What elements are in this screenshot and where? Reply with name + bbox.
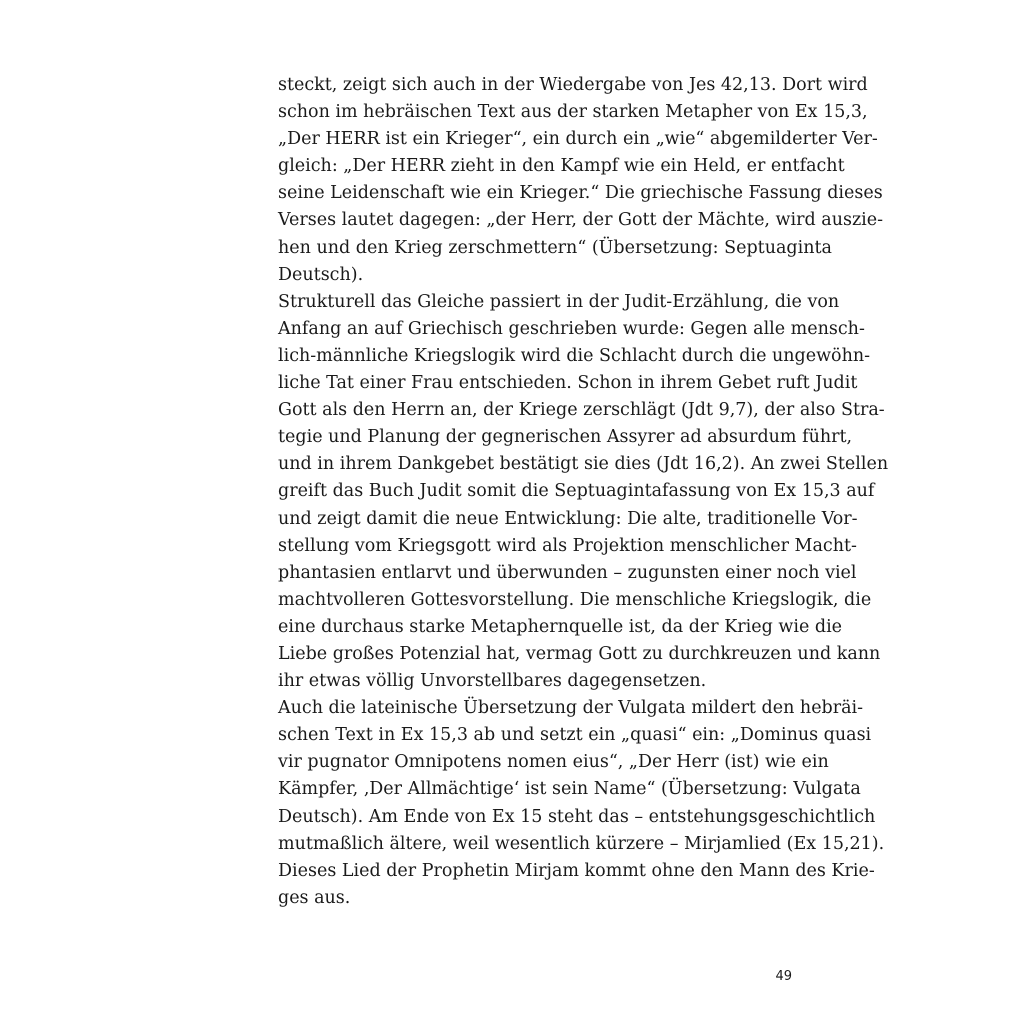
- text-line: ges aus.: [278, 887, 351, 908]
- text-line: vir pugnator Omnipotens nomen eius“, „Der Herr (ist) wie ein: [278, 752, 829, 773]
- text-line: tegie und Planung der gegnerischen Assyrer ad absurdum führt,: [278, 427, 853, 448]
- text-line: schon im hebräischen Text aus der starken Metapher von Ex 15,3,: [278, 102, 868, 123]
- text-line: mutmaßlich ältere, weil wesentlich kürzere – Mirjamlied (Ex 15,21).: [278, 833, 885, 854]
- text-line: und zeigt damit die neue Entwicklung: Die alte, traditionelle Vor-: [278, 508, 858, 529]
- text-line: machtvolleren Gottesvorstellung. Die menschliche Kriegslogik, die: [278, 589, 872, 610]
- paragraph: [278, 72, 884, 289]
- text-line: Deutsch). Am Ende von Ex 15 steht das – entstehungsgeschichtlich: [278, 806, 876, 827]
- text-line: Deutsch).: [278, 264, 364, 285]
- body-text: [278, 72, 889, 912]
- text-line: eine durchaus starke Metaphernquelle ist, da der Krieg wie die: [278, 616, 843, 637]
- text-line: hen und den Krieg zerschmettern“ (Übersetzung: Septuaginta: [278, 237, 832, 258]
- text-line: ihr etwas völlig Unvorstellbares dagegensetzen.: [278, 671, 707, 692]
- text-line: Gott als den Herrn an, der Kriege zerschlägt (Jdt 9,7), der also Stra-: [278, 400, 885, 421]
- text-line: Verses lautet dagegen: „der Herr, der Gott der Mächte, wird auszie-: [278, 210, 884, 231]
- text-line: Kämpfer, ‚Der Allmächtige‘ ist sein Name“ (Übersetzung: Vulgata: [278, 779, 861, 800]
- text-line: Auch die lateinische Übersetzung der Vulgata mildert den hebräi-: [278, 698, 864, 719]
- text-line: Anfang an auf Griechisch geschrieben wurde: Gegen alle mensch-: [278, 318, 865, 339]
- text-line: Strukturell das Gleiche passiert in der Judit-Erzählung, die von: [278, 291, 840, 312]
- text-line: gleich: „Der HERR zieht in den Kampf wie ein Held, er entfacht: [278, 156, 845, 177]
- text-line: Dieses Lied der Prophetin Mirjam kommt ohne den Mann des Krie-: [278, 860, 875, 881]
- text-line: schen Text in Ex 15,3 ab und setzt ein „quasi“ ein: „Dominus quasi: [278, 725, 872, 746]
- text-line: steckt, zeigt sich auch in der Wiedergabe von Jes 42,13. Dort wird: [278, 75, 868, 95]
- paragraph: [278, 289, 889, 695]
- text-line: und in ihrem Dankgebet bestätigt sie dies (Jdt 16,2). An zwei Stellen: [278, 454, 889, 475]
- text-line: lich-männliche Kriegslogik wird die Schlacht durch die ungewöhn-: [278, 345, 871, 366]
- text-line: phantasien entlarvt und überwunden – zugunsten einer noch viel: [278, 562, 857, 583]
- text-line: Liebe großes Potenzial hat, vermag Gott zu durchkreuzen und kann: [278, 643, 881, 664]
- text-line: „Der HERR ist ein Krieger“, ein durch ein „wie“ abgemilderter Ver-: [278, 129, 878, 150]
- paragraph: [278, 695, 885, 912]
- page-number: 49: [775, 969, 792, 984]
- text-line: greift das Buch Judit somit die Septuagintafassung von Ex 15,3 auf: [278, 481, 875, 502]
- text-line: liche Tat einer Frau entschieden. Schon in ihrem Gebet ruft Judit: [278, 373, 858, 394]
- text-line: stellung vom Kriegsgott wird als Projektion menschlicher Macht-: [278, 535, 857, 556]
- text-line: seine Leidenschaft wie ein Krieger.“ Die griechische Fassung dieses: [278, 183, 883, 204]
